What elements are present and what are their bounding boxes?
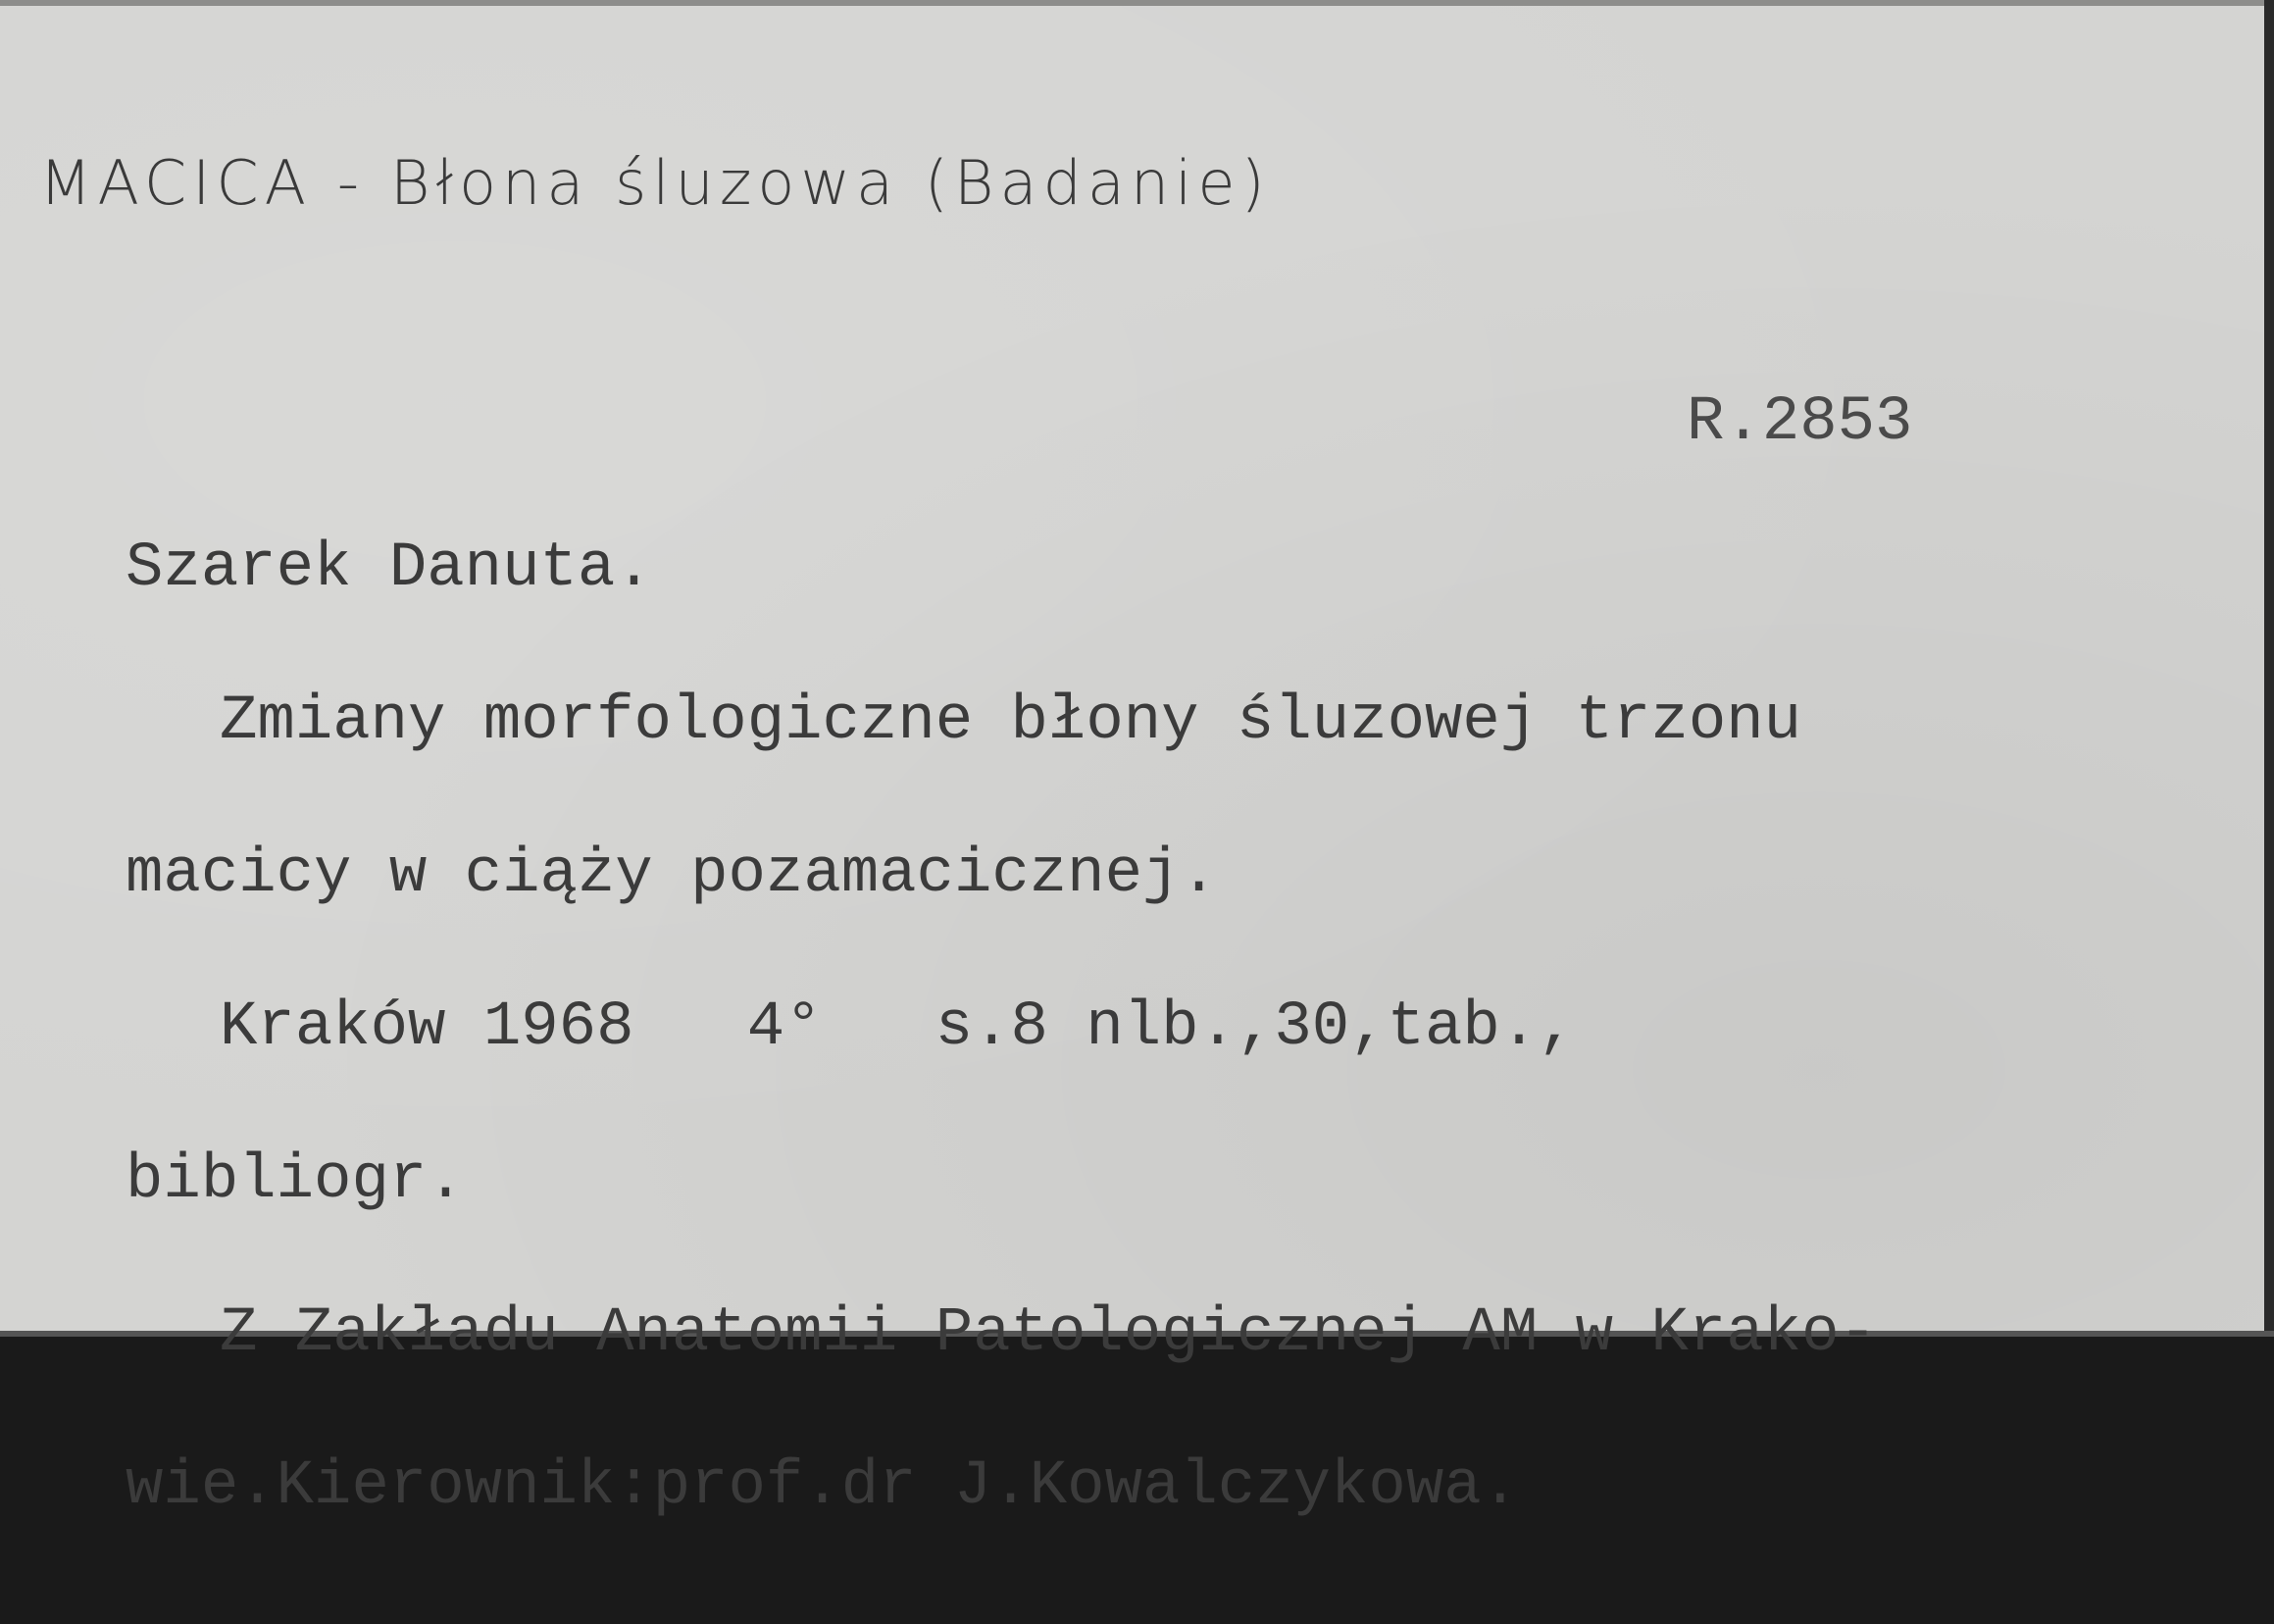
card-body [126,441,1877,1614]
note-line-2: wie.Kierownik:prof.dr J.Kowalczykowa. [126,1451,1520,1522]
card-top-edge [0,0,2274,6]
subject-heading: MACICA - Błona śluzowa (Badanie) [39,147,1271,219]
card-right-edge [2264,0,2274,1337]
title-line-2: macicy w ciąży pozamacicznej. [126,839,1218,910]
title-line-1: Zmiany morfologiczne błony śluzowej trzonu [220,686,1802,757]
imprint-line: Kraków 1968 4° s.8 nlb.,30,tab., [220,992,1576,1063]
author-line: Szarek Danuta. [126,533,653,604]
note-line-1: Z Zakładu Anatomii Patologicznej AM w Krako- [220,1298,1877,1369]
bibliography-line: bibliogr. [126,1145,465,1216]
call-number: R.2853 [1687,387,1913,458]
